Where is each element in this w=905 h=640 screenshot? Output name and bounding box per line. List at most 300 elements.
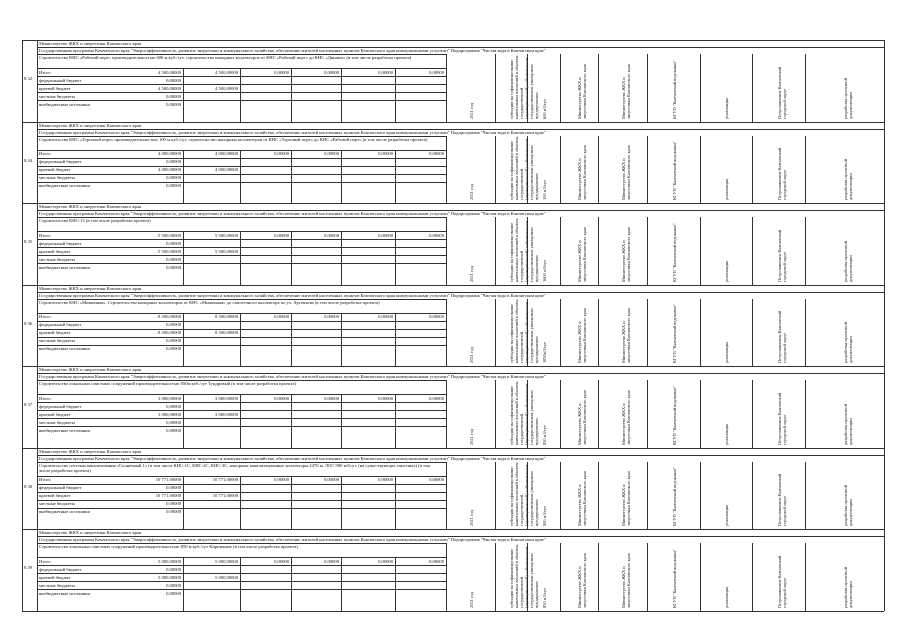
funding-source-label: внебюджетные источники	[39, 346, 90, 351]
object-description: Строительство КНС «Мишенная». Строительство напорных коллекторов от КНС «Мишенная» до самотечного коллектора по ул. Арсеньева (в том числе разработка проекта)	[39, 299, 380, 305]
status-cell: реализация	[724, 586, 729, 608]
table-rule	[22, 40, 23, 122]
item-number: 8.37	[24, 402, 33, 407]
table-rule	[700, 299, 701, 367]
funding-value: 0,00000	[429, 151, 444, 156]
table-rule	[560, 380, 561, 448]
funding-source-label: краевой бюджет	[39, 330, 71, 335]
funding-value: 4 000,00000	[215, 151, 238, 156]
table-rule	[700, 543, 701, 611]
funding-value: 0,00000	[324, 477, 339, 482]
table-rule	[240, 231, 241, 285]
table-rule	[291, 150, 292, 204]
funding-value: 0,00000	[166, 183, 181, 188]
funding-value: 0,00000	[166, 590, 181, 596]
district-cell: Петропавловск-Камчатский городской округ	[776, 392, 787, 445]
status-cell: реализация	[724, 178, 729, 200]
table-rule	[647, 380, 648, 448]
funding-value: 0,00000	[274, 558, 289, 564]
funding-value: 0,00000	[378, 314, 393, 319]
funding-value: 5 500,00000	[158, 232, 181, 238]
subsidy-type-cell: субсидии на софинансирование капитальных вложений в объекты государственной (муниципальной) собственности государственным унитарным предприятиям	[509, 218, 539, 282]
table-rule	[446, 380, 447, 448]
capacity-cell: 850 м3/сут	[541, 587, 547, 608]
table-rule	[291, 231, 292, 285]
item-number: 8.35	[24, 239, 33, 244]
table-rule	[291, 476, 292, 530]
funding-value: 0,00000	[166, 101, 181, 107]
table-rule	[752, 136, 753, 204]
program-name: Государственная программа Камчатского края "Энергоэффективность, развитие энергетики и коммунального хозяйства, обеспечение жителей населенных пунктов Камчатского края коммунальными услугами" Подпрограмма "Чистая вода в Камчатском крае"	[39, 455, 546, 461]
table-rule	[495, 136, 496, 204]
funding-source-label: Итого	[39, 558, 51, 564]
year-cell: 2021 год	[468, 428, 474, 445]
customer-cell: Министерство ЖКХ и энергетики Камчатского края	[577, 308, 587, 363]
funding-value: 0,00000	[274, 232, 289, 238]
funding-value: 0,00000	[274, 477, 289, 482]
table-rule	[183, 557, 184, 611]
funding-value: 4 500,00000	[215, 69, 238, 75]
funding-value: 0,00000	[166, 582, 181, 588]
table-rule	[805, 54, 806, 122]
table-rule	[647, 543, 648, 611]
table-rule	[884, 136, 885, 204]
district-cell: Петропавловск-Камчатский городской округ	[776, 473, 787, 526]
funding-value: 0,00000	[324, 69, 339, 75]
funding-value: 0,00000	[166, 77, 181, 83]
capacity-cell: 1600 м3/сут	[541, 259, 547, 282]
funding-source-label: Итого	[39, 232, 51, 238]
item-number: 8.39	[24, 565, 33, 570]
table-rule	[560, 54, 561, 122]
funding-value: 0,00000	[166, 322, 181, 327]
funding-source-label: федеральный бюджет	[39, 77, 82, 83]
responsible-cell: Министерство ЖКХ и энергетики Камчатского края	[620, 552, 631, 608]
object-description: Строительство КНС-15 (в том числе разработка проекта)	[39, 218, 151, 223]
district-cell: Петропавловск-Камчатский городской округ	[776, 555, 787, 608]
funding-source-label: Итого	[39, 477, 51, 482]
table-rule	[446, 299, 447, 367]
item-number: 8.38	[24, 483, 33, 489]
table-rule	[395, 557, 396, 611]
funding-source-label: местные бюджеты	[39, 501, 75, 506]
enterprise-cell: КГУП "Камчатский водоканал"	[671, 140, 677, 200]
funding-value: 0,00000	[166, 264, 181, 270]
table-rule	[700, 380, 701, 448]
table-rule	[884, 462, 885, 530]
funding-source-label: Итого	[39, 151, 51, 156]
table-rule	[183, 231, 184, 285]
table-rule	[22, 448, 23, 530]
ministry-name: Министерство ЖКХ и энергетики Камчатского края	[39, 204, 142, 209]
funding-value: 0,00000	[274, 395, 289, 401]
funding-value: 5 000,00000	[215, 558, 238, 564]
funding-value: 8 500,00000	[215, 314, 238, 319]
funding-value: 0,00000	[429, 558, 444, 564]
funding-source-label: федеральный бюджет	[39, 485, 82, 490]
table-rule	[884, 543, 885, 611]
table-rule	[446, 136, 447, 204]
table-rule	[240, 68, 241, 122]
funding-value: 0,00000	[378, 395, 393, 401]
table-rule	[495, 217, 496, 285]
ministry-name: Министерство ЖКХ и энергетики Камчатского края	[39, 285, 142, 291]
table-rule	[884, 380, 885, 448]
funding-source-label: краевой бюджет	[39, 248, 71, 254]
table-rule	[291, 313, 292, 367]
table-rule	[560, 462, 561, 530]
status-cell: реализация	[724, 341, 729, 363]
funding-source-label: внебюджетные источники	[39, 590, 90, 596]
table-rule	[598, 543, 599, 611]
table-rule	[183, 394, 184, 448]
funding-value: 0,00000	[274, 314, 289, 319]
table-rule	[395, 150, 396, 204]
district-cell: Петропавловск-Камчатский городской округ	[776, 229, 787, 282]
funding-value: 10 771,00000	[212, 477, 238, 482]
object-description: Строительство КНС «Торговый порт» производительностью 100 м.куб./сут. строительство напорных коллекторов от КНС «Торговый порт» до КНС «Рабочий порт» (в том числе разработка проекта)	[39, 136, 428, 142]
table-rule	[495, 543, 496, 611]
district-cell: Петропавловск-Камчатский городской округ	[776, 147, 787, 200]
responsible-cell: Министерство ЖКХ и энергетики Камчатского края	[620, 145, 631, 200]
responsible-cell: Министерство ЖКХ и энергетики Камчатского края	[620, 308, 631, 363]
enterprise-cell: КГУП "Камчатский водоканал"	[671, 59, 677, 119]
table-rule	[183, 476, 184, 530]
year-cell: 2021 год	[468, 591, 474, 608]
funding-value: 0,00000	[429, 395, 444, 401]
documentation-cell: разработка проектной документации	[842, 240, 853, 282]
table-rule	[395, 231, 396, 285]
status-cell: реализация	[724, 260, 729, 282]
table-rule	[341, 150, 342, 204]
funding-value: 0,00000	[166, 159, 181, 164]
table-rule	[240, 476, 241, 530]
table-rule	[495, 380, 496, 448]
funding-source-label: краевой бюджет	[39, 85, 71, 91]
table-rule	[240, 394, 241, 448]
table-rule	[22, 122, 23, 204]
funding-value: 10 771,00000	[155, 477, 181, 482]
subsidy-type-cell: субсидии на софинансирование капитальных вложений в объекты государственной (муниципальной) собственности государственным унитарным предприятиям	[509, 381, 539, 445]
table-rule	[752, 462, 753, 530]
funding-value: 0,00000	[166, 256, 181, 262]
capacity-cell: 1830м3/сут	[541, 342, 547, 363]
customer-cell: Министерство ЖКХ и энергетики Камчатского края	[577, 226, 587, 282]
funding-value: 0,00000	[378, 558, 393, 564]
table-rule	[805, 462, 806, 530]
documentation-cell: разработка проектной документации	[842, 321, 853, 363]
table-rule	[446, 543, 447, 611]
subsidy-type-cell: субсидии на софинансирование капитальных вложений в объекты государственной (муниципальной) собственности государственным унитарным предприятиям	[509, 299, 539, 363]
table-rule	[598, 136, 599, 204]
customer-cell: Министерство ЖКХ и энергетики Камчатского края	[577, 63, 587, 119]
ministry-name: Министерство ЖКХ и энергетики Камчатского края	[39, 367, 142, 372]
funding-value: 0,00000	[166, 419, 181, 425]
status-cell: реализация	[724, 423, 729, 445]
funding-value: 0,00000	[324, 232, 339, 238]
item-number: 8.32	[24, 76, 33, 81]
funding-source-label: Итого	[39, 314, 51, 319]
funding-value: 0,00000	[324, 151, 339, 156]
item-number: 8.36	[24, 320, 33, 326]
documentation-cell: разработка проектной документации	[842, 566, 853, 608]
funding-value: 0,00000	[324, 314, 339, 319]
table-rule	[341, 313, 342, 367]
documentation-cell: разработка проектной документации	[842, 484, 853, 526]
customer-cell: Министерство ЖКХ и энергетики Камчатского края	[577, 145, 587, 200]
table-rule	[598, 217, 599, 285]
table-rule	[647, 136, 648, 204]
table-rule	[647, 462, 648, 530]
table-rule	[560, 543, 561, 611]
funding-value: 4 500,00000	[158, 85, 181, 91]
funding-value: 0,00000	[378, 477, 393, 482]
table-rule	[22, 529, 23, 611]
ministry-name: Министерство ЖКХ и энергетики Камчатского края	[39, 448, 142, 454]
funding-value: 3 000,00000	[215, 411, 238, 417]
responsible-cell: Министерство ЖКХ и энергетики Камчатского края	[620, 63, 631, 119]
table-rule	[341, 476, 342, 530]
subsidy-type-cell: субсидии на софинансирование капитальных вложений в объекты государственной (муниципальной) собственности государственным унитарным предприятиям	[509, 462, 539, 526]
table-rule	[395, 313, 396, 367]
year-cell: 2021 год	[468, 102, 474, 119]
funding-value: 0,00000	[166, 566, 181, 572]
capacity-cell: 100 м3/сут	[541, 180, 547, 200]
funding-source-label: федеральный бюджет	[39, 159, 82, 164]
table-rule	[752, 54, 753, 122]
funding-value: 0,00000	[274, 69, 289, 75]
table-rule	[495, 54, 496, 122]
table-rule	[700, 462, 701, 530]
funding-source-label: краевой бюджет	[39, 411, 71, 417]
funding-value: 0,00000	[429, 477, 444, 482]
funding-source-label: федеральный бюджет	[39, 240, 82, 246]
table-rule	[598, 54, 599, 122]
funding-source-label: местные бюджеты	[39, 175, 75, 180]
table-rule	[341, 68, 342, 122]
funding-value: 0,00000	[429, 232, 444, 238]
funding-value: 0,00000	[166, 175, 181, 180]
responsible-cell: Министерство ЖКХ и энергетики Камчатского края	[620, 226, 631, 282]
funding-source-label: местные бюджеты	[39, 582, 75, 588]
table-rule	[647, 299, 648, 367]
funding-value: 0,00000	[166, 403, 181, 409]
object-description: Строительство системы канализования «Солнечный 1» (в том числе КНС-1С, КНС-2С, КНС-3С, напорные канализационные коллекторы 2470 м, ЛОС 900 м3/сут. (на существующих очистных) (в том числе разработка проекта)	[39, 462, 431, 473]
customer-cell: Министерство ЖКХ и энергетики Камчатского края	[577, 471, 587, 526]
funding-value: 4 000,00000	[215, 167, 238, 172]
district-cell: Петропавловск-Камчатский городской округ	[776, 310, 787, 363]
funding-value: 3 000,00000	[158, 411, 181, 417]
table-rule	[884, 217, 885, 285]
table-rule	[291, 68, 292, 122]
funding-value: 8 500,00000	[215, 330, 238, 335]
table-rule	[752, 299, 753, 367]
program-name: Государственная программа Камчатского края "Энергоэффективность, развитие энергетики и коммунального хозяйства, обеспечение жителей населенных пунктов Камчатского края коммунальными услугами" Подпрограмма "Чистая вода в Камчатском крае"	[39, 129, 546, 135]
table-rule	[240, 313, 241, 367]
enterprise-cell: КГУП "Камчатский водоканал"	[671, 222, 677, 282]
table-rule	[446, 217, 447, 285]
table-rule	[22, 203, 23, 285]
funding-value: 0,00000	[378, 151, 393, 156]
table-rule	[805, 543, 806, 611]
funding-source-label: местные бюджеты	[39, 419, 75, 425]
capacity-cell: 900 м3/сут	[541, 506, 547, 526]
responsible-cell: Министерство ЖКХ и энергетики Камчатского края	[620, 471, 631, 526]
funding-source-label: внебюджетные источники	[39, 427, 90, 433]
funding-source-label: внебюджетные источники	[39, 101, 90, 107]
table-rule	[805, 299, 806, 367]
table-rule	[805, 136, 806, 204]
subsidy-type-cell: субсидии на софинансирование капитальных вложений в объекты государственной (муниципальной) собственности государственным унитарным предприятиям	[509, 55, 539, 119]
customer-cell: Министерство ЖКХ и энергетики Камчатского края	[577, 552, 587, 608]
funding-value: 0,00000	[166, 93, 181, 99]
table-rule	[291, 557, 292, 611]
table-rule	[395, 476, 396, 530]
table-rule	[183, 68, 184, 122]
table-rule	[752, 380, 753, 448]
table-rule	[560, 136, 561, 204]
ministry-name: Министерство ЖКХ и энергетики Камчатского края	[39, 530, 142, 535]
funding-value: 4 500,00000	[158, 69, 181, 75]
table-rule	[884, 54, 885, 122]
funding-value: 4 500,00000	[215, 85, 238, 91]
table-rule	[183, 313, 184, 367]
ministry-name: Министерство ЖКХ и энергетики Камчатского края	[39, 41, 142, 46]
responsible-cell: Министерство ЖКХ и энергетики Камчатского края	[620, 389, 631, 445]
funding-value: 0,00000	[378, 232, 393, 238]
year-cell: 2021 год	[468, 510, 474, 526]
documentation-cell: разработка проектной документации	[842, 77, 853, 119]
status-cell: реализация	[724, 97, 729, 119]
funding-value: 3 000,00000	[215, 395, 238, 401]
table-rule	[598, 462, 599, 530]
table-rule	[395, 68, 396, 122]
ministry-name: Министерство ЖКХ и энергетики Камчатского края	[39, 122, 142, 128]
funding-value: 10 771,00000	[155, 493, 181, 498]
funding-value: 0,00000	[166, 338, 181, 343]
program-name: Государственная программа Камчатского края "Энергоэффективность, развитие энергетики и коммунального хозяйства, обеспечение жителей населенных пунктов Камчатского края коммунальными услугами" Подпрограмма "Чистая вода в Камчатском крае"	[39, 292, 546, 298]
table-rule	[805, 217, 806, 285]
funding-source-label: местные бюджеты	[39, 93, 75, 99]
year-cell: 2021 год	[468, 347, 474, 363]
funding-value: 3 000,00000	[158, 395, 181, 401]
funding-source-label: федеральный бюджет	[39, 566, 82, 572]
table-rule	[341, 231, 342, 285]
enterprise-cell: КГУП "Камчатский водоканал"	[671, 466, 677, 526]
table-rule	[495, 462, 496, 530]
program-name: Государственная программа Камчатского края "Энергоэффективность, развитие энергетики и коммунального хозяйства, обеспечение жителей населенных пунктов Камчатского края коммунальными услугами" Подпрограмма "Чистая вода в Камчатском крае"	[39, 537, 546, 542]
funding-source-label: краевой бюджет	[39, 493, 71, 498]
funding-source-label: краевой бюджет	[39, 574, 71, 580]
table-rule	[495, 299, 496, 367]
funding-value: 0,00000	[274, 151, 289, 156]
table-rule	[291, 394, 292, 448]
table-rule	[752, 217, 753, 285]
object-description: Строительство локальных очистных сооружений производительностью 850м куб./сут Тундровый (в том числе разработка проекта)	[39, 381, 296, 386]
capacity-cell: 600 м3/сут	[541, 98, 547, 119]
program-name: Государственная программа Камчатского края "Энергоэффективность, развитие энергетики и коммунального хозяйства, обеспечение жителей населенных пунктов Камчатского края коммунальными услугами" Подпрограмма "Чистая вода в Камчатском крае"	[39, 211, 546, 216]
table-rule	[22, 366, 23, 448]
table-rule	[700, 217, 701, 285]
funding-value: 0,00000	[166, 485, 181, 490]
table-rule	[752, 543, 753, 611]
enterprise-cell: КГУП "Камчатский водоканал"	[671, 548, 677, 608]
table-rule	[647, 54, 648, 122]
table-rule	[446, 54, 447, 122]
funding-source-label: внебюджетные источники	[39, 183, 90, 188]
subsidy-type-cell: субсидии на софинансирование капитальных вложений в объекты государственной (муниципальной) собственности государственным унитарным предприятиям	[509, 136, 539, 200]
table-rule	[341, 394, 342, 448]
funding-value: 5 000,00000	[215, 574, 238, 580]
year-cell: 2021 год	[468, 184, 474, 200]
table-rule	[22, 285, 23, 367]
program-name: Государственная программа Камчатского края "Энергоэффективность, развитие энергетики и коммунального хозяйства, обеспечение жителей населенных пунктов Камчатского края коммунальными услугами" Подпрограмма "Чистая вода в Камчатском крае"	[39, 374, 546, 379]
funding-value: 5 500,00000	[215, 232, 238, 238]
table-rule	[240, 557, 241, 611]
funding-source-label: федеральный бюджет	[39, 403, 82, 409]
year-cell: 2021 год	[468, 265, 474, 282]
documentation-cell: разработка проектной документации	[842, 403, 853, 445]
funding-source-label: местные бюджеты	[39, 338, 75, 343]
district-cell: Петропавловск-Камчатский городской округ	[776, 66, 787, 119]
table-rule	[22, 611, 884, 612]
customer-cell: Министерство ЖКХ и энергетики Камчатского края	[577, 389, 587, 445]
table-rule	[560, 217, 561, 285]
funding-value: 4 000,00000	[158, 151, 181, 156]
funding-value: 0,00000	[429, 69, 444, 75]
funding-value: 0,00000	[166, 240, 181, 246]
funding-value: 10 771,00000	[212, 493, 238, 498]
item-number: 8.34	[24, 157, 33, 163]
table-rule	[700, 54, 701, 122]
funding-value: 0,00000	[166, 501, 181, 506]
documentation-cell: разработка проектной документации	[842, 158, 853, 200]
funding-value: 5 500,00000	[158, 248, 181, 254]
funding-source-label: Итого	[39, 395, 51, 401]
enterprise-cell: КГУП "Камчатский водоканал"	[671, 303, 677, 363]
funding-value: 0,00000	[166, 346, 181, 351]
funding-value: 8 500,00000	[158, 314, 181, 319]
funding-value: 5 500,00000	[215, 248, 238, 254]
funding-value: 8 500,00000	[158, 330, 181, 335]
funding-source-label: краевой бюджет	[39, 167, 71, 172]
status-cell: реализация	[724, 504, 729, 526]
funding-value: 4 000,00000	[158, 167, 181, 172]
funding-value: 0,00000	[166, 509, 181, 514]
funding-value: 0,00000	[166, 427, 181, 433]
enterprise-cell: КГУП "Камчатский водоканал"	[671, 385, 677, 445]
table-rule	[598, 299, 599, 367]
funding-source-label: федеральный бюджет	[39, 322, 82, 327]
object-description: Строительство КНС «Рабочий порт» производительностью 600 м.куб./сут. строительство напорных коллекторов от КНС «Рабочий порт» до КНС «Динамо» (в том числе разработка проекта)	[39, 55, 412, 60]
table-rule	[598, 380, 599, 448]
funding-value: 0,00000	[324, 558, 339, 564]
funding-value: 0,00000	[324, 395, 339, 401]
funding-source-label: внебюджетные источники	[39, 509, 90, 514]
funding-source-label: Итого	[39, 69, 51, 75]
table-rule	[700, 136, 701, 204]
capacity-cell: 850 м3/сут	[541, 424, 547, 445]
table-rule	[805, 380, 806, 448]
table-rule	[884, 299, 885, 367]
funding-value: 5 000,00000	[158, 558, 181, 564]
table-rule	[446, 462, 447, 530]
funding-source-label: местные бюджеты	[39, 256, 75, 262]
program-name: Государственная программа Камчатского края "Энергоэффективность, развитие энергетики и коммунального хозяйства, обеспечение жителей населенных пунктов Камчатского края коммунальными услугами" Подпрограмма "Чистая вода в Камчатском крае"	[39, 48, 546, 53]
table-rule	[647, 217, 648, 285]
table-rule	[183, 150, 184, 204]
table-rule	[395, 394, 396, 448]
